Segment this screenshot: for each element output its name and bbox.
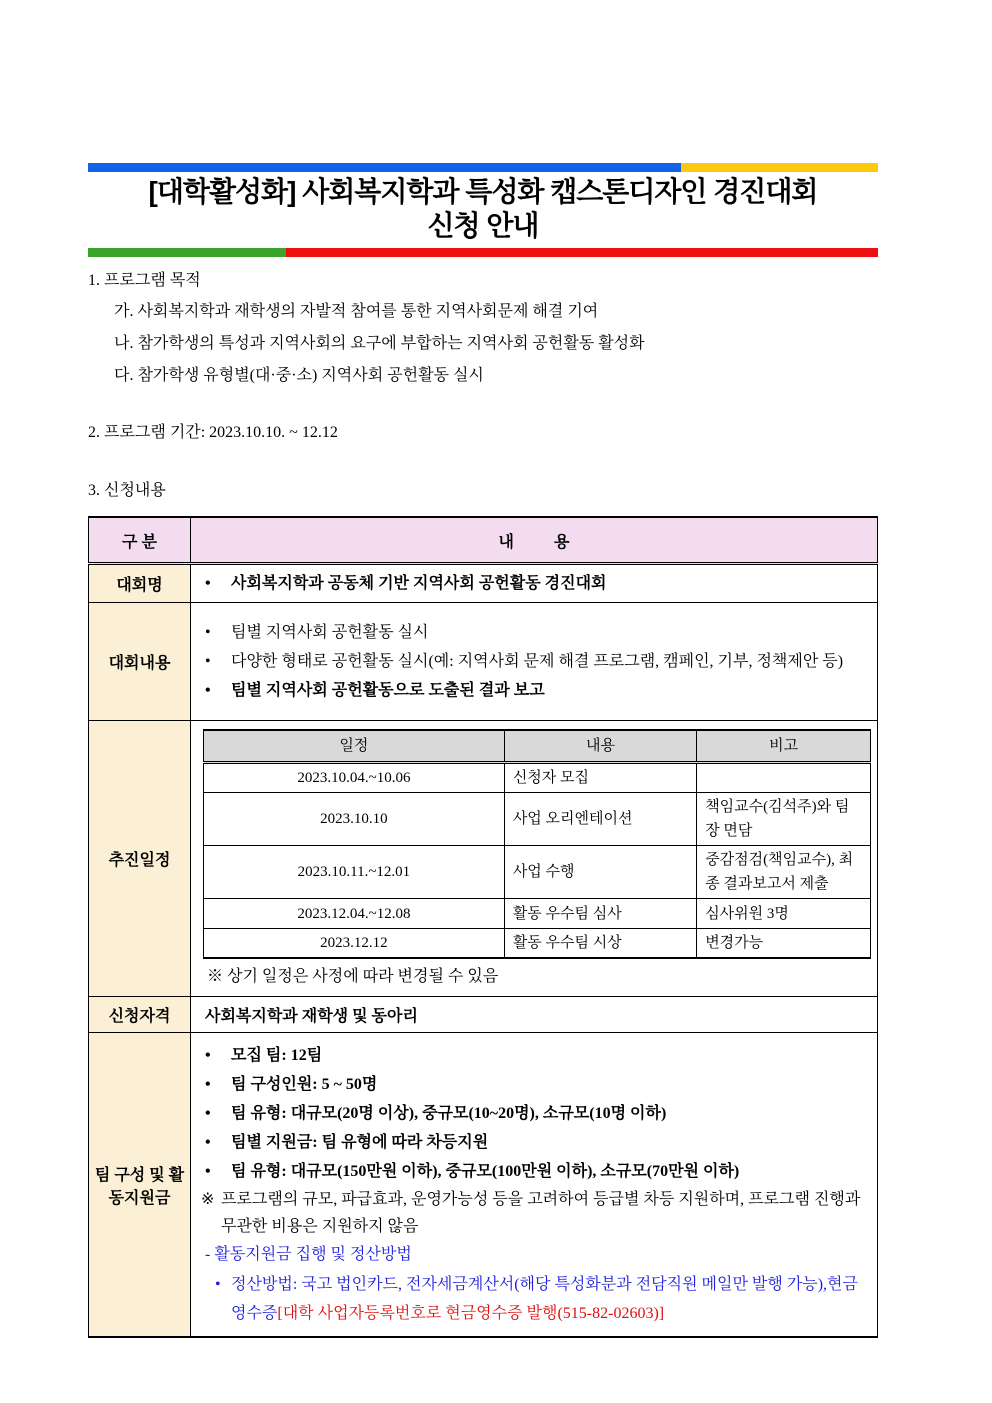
table-row-eligibility xyxy=(89,997,878,1033)
eligibility-text: 사회복지학과 재학생 및 동아리 xyxy=(191,997,878,1033)
table-row-name xyxy=(89,564,878,603)
blue-bar-segment xyxy=(88,163,681,172)
header-category-cell: 구 분 xyxy=(89,517,191,564)
row-value-name xyxy=(191,564,878,603)
bullet-icon: • xyxy=(205,682,211,700)
schedule-remark-3: 중감점검(책임교수), 최종 결과보고서 제출 xyxy=(697,846,871,899)
schedule-row-2 xyxy=(204,793,871,846)
bullet-icon: • xyxy=(205,1134,211,1152)
schedule-row-1 xyxy=(204,763,871,793)
section-1-items xyxy=(114,296,878,392)
schedule-col-date: 일정 xyxy=(204,730,505,763)
row-label-team: 팀 구성 및 활동지원금 xyxy=(89,1033,191,1338)
row-label-content: 대회내용 xyxy=(89,603,191,721)
document-content xyxy=(88,163,878,1338)
team-item-2: 팀 구성인원: 5 ~ 50명 xyxy=(231,1076,378,1094)
row-label-eligibility: 신청자격 xyxy=(89,997,191,1033)
table-header-row xyxy=(89,517,878,564)
team-funding-note: 프로그램의 규모, 파급효과, 운영가능성 등을 고려하여 등급별 차등 지원하며, 프로그램 진행과 무관한 비용은 지원하지 않음 xyxy=(221,1191,861,1236)
bullet-icon: • xyxy=(205,575,211,593)
table-row-team xyxy=(89,1033,878,1338)
body-sections xyxy=(88,266,878,506)
schedule-content-5: 활동 우수팀 시상 xyxy=(504,929,696,959)
section-1-heading: 1. 프로그램 목적 xyxy=(88,272,201,290)
purpose-item-na: 나. 참가학생의 특성과 지역사회의 요구에 부합하는 지역사회 공헌활동 활성화 xyxy=(114,335,645,353)
team-item-3: 팀 유형: 대규모(20명 이상), 중규모(10~20명), 소규모(10명 이하) xyxy=(231,1105,667,1123)
application-info-table xyxy=(88,516,878,1338)
schedule-row-3 xyxy=(204,846,871,899)
bullet-icon: • xyxy=(205,1105,211,1123)
schedule-date-1: 2023.10.04.~10.06 xyxy=(204,763,505,793)
bullet-icon: • xyxy=(205,624,211,642)
schedule-row-4 xyxy=(204,899,871,929)
header-content-cell: 내 용 xyxy=(191,517,878,564)
schedule-remark-2: 책임교수(김석주)와 팀장 면담 xyxy=(697,793,871,846)
schedule-remark-4: 심사위원 3명 xyxy=(697,899,871,929)
row-label-name: 대회명 xyxy=(89,564,191,603)
purpose-item-ga: 가. 사회복지학과 재학생의 자발적 참여를 통한 지역사회문제 해결 기여 xyxy=(114,303,599,321)
yellow-bar-segment xyxy=(681,163,879,172)
row-label-schedule: 추진일정 xyxy=(89,721,191,997)
bullet-icon: • xyxy=(215,1276,221,1294)
bullet-icon: • xyxy=(205,653,211,671)
schedule-col-remark: 비고 xyxy=(697,730,871,763)
team-item-1: 모집 팀: 12팀 xyxy=(231,1047,323,1065)
settlement-method-red-text: [대학 사업자등록번호로 현금영수증 발행(515-82-02603)] xyxy=(277,1305,665,1323)
bullet-icon: • xyxy=(205,1163,211,1181)
title-top-accent-bar xyxy=(88,163,878,172)
purpose-item-da: 다. 참가학생 유형별(대·중·소) 지역사회 공헌활동 실시 xyxy=(114,367,484,385)
table-row-content xyxy=(89,603,878,721)
page-title-line2: 신청 안내 xyxy=(427,210,539,242)
red-bar-segment xyxy=(286,248,879,257)
bullet-icon: • xyxy=(205,1047,211,1065)
reference-mark-icon: ※ xyxy=(201,1191,215,1209)
content-item-1: 팀별 지역사회 공헌활동 실시 xyxy=(231,624,429,642)
row-value-team xyxy=(191,1033,878,1338)
content-item-3: 팀별 지역사회 공헌활동으로 도출된 결과 보고 xyxy=(231,682,545,700)
table-row-schedule xyxy=(89,721,878,997)
bullet-icon: • xyxy=(205,1076,211,1094)
green-bar-segment xyxy=(88,248,286,257)
page-title-line1: [대학활성화] 사회복지학과 특성화 캡스톤디자인 경진대회 xyxy=(148,176,818,207)
row-value-content xyxy=(191,603,878,721)
schedule-col-content: 내용 xyxy=(504,730,696,763)
schedule-row-5 xyxy=(204,929,871,959)
schedule-date-2: 2023.10.10 xyxy=(204,793,505,846)
section-2-heading: 2. 프로그램 기간: 2023.10.10. ~ 12.12 xyxy=(88,424,338,442)
settlement-heading: - 활동지원금 집행 및 정산방법 xyxy=(205,1246,412,1264)
schedule-remark-1 xyxy=(697,763,871,793)
settlement-method-blue-text: 정산방법: 국고 법인카드, 전자세금계산서(해당 특성화분과 전담직원 메일만 발행 가능),현금영수증 xyxy=(231,1276,858,1323)
schedule-date-3: 2023.10.11.~12.01 xyxy=(204,846,505,899)
schedule-header-row xyxy=(204,730,871,763)
schedule-content-4: 활동 우수팀 심사 xyxy=(504,899,696,929)
schedule-content-1: 신청자 모집 xyxy=(504,763,696,793)
content-item-2: 다양한 형태로 공헌활동 실시(예: 지역사회 문제 해결 프로그램, 캠페인, 기부, 정책제안 등) xyxy=(231,653,844,671)
page-title xyxy=(88,172,878,248)
row-value-schedule xyxy=(191,721,878,997)
settlement-method-text xyxy=(231,1270,867,1328)
schedule-content-3: 사업 수행 xyxy=(504,846,696,899)
schedule-remark-5: 변경가능 xyxy=(697,929,871,959)
section-3-heading: 3. 신청내용 xyxy=(88,482,166,500)
schedule-note: ※ 상기 일정은 사정에 따라 변경될 수 있음 xyxy=(207,968,499,986)
team-item-5: 팀 유형: 대규모(150만원 이하), 중규모(100만원 이하), 소규모(70만원 이하) xyxy=(231,1163,740,1181)
title-bottom-accent-bar xyxy=(88,248,878,257)
competition-name-text: 사회복지학과 공동체 기반 지역사회 공헌활동 경진대회 xyxy=(231,575,607,593)
schedule-date-5: 2023.12.12 xyxy=(204,929,505,959)
team-item-4: 팀별 지원금: 팀 유형에 따라 차등지원 xyxy=(231,1134,489,1152)
schedule-table xyxy=(203,729,871,959)
schedule-content-2: 사업 오리엔테이션 xyxy=(504,793,696,846)
schedule-date-4: 2023.12.04.~12.08 xyxy=(204,899,505,929)
